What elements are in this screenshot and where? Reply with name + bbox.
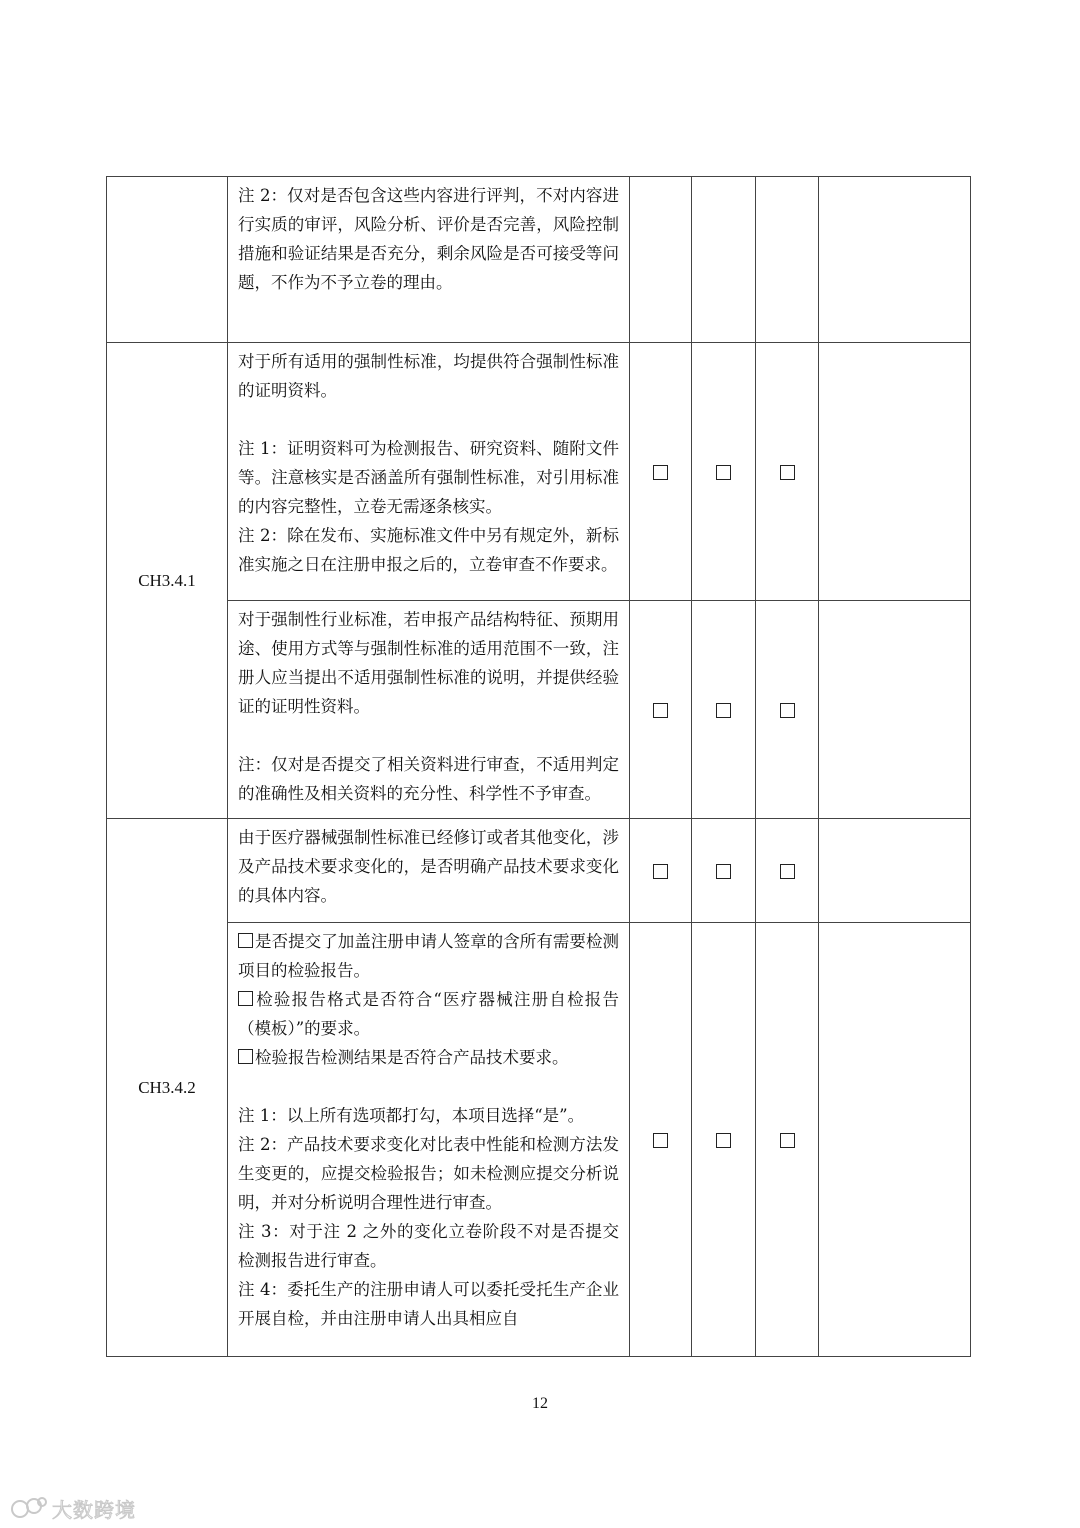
yes-checkbox[interactable]: [653, 465, 668, 480]
item-description: [228, 343, 630, 601]
table-row: [107, 177, 971, 343]
remarks-cell: [819, 601, 971, 819]
sub-check-item: 检验报告检测结果是否符合产品技术要求。: [238, 1043, 619, 1072]
sub-checkbox[interactable]: [238, 1049, 253, 1064]
na-cell: [756, 819, 819, 923]
table-row: [107, 343, 971, 601]
item-code-ch3-4-2: CH3.4.2: [107, 819, 228, 1357]
note-text: 注 2：产品技术要求变化对比表中性能和检测方法发生变更的，应提交检验报告；如未检测应提交分析说明，并对分析说明合理性进行审查。: [238, 1135, 619, 1212]
no-cell: [692, 601, 756, 819]
table-row: [107, 601, 971, 819]
na-cell: [756, 343, 819, 601]
yes-checkbox[interactable]: [653, 1133, 668, 1148]
item-description: [228, 923, 630, 1357]
requirement-text: 由于医疗器械强制性标准已经修订或者其他变化，涉及产品技术要求变化的，是否明确产品技术要求变化的具体内容。: [238, 828, 619, 905]
note-text: 注 2：除在发布、实施标准文件中另有规定外，新标准实施之日在注册申报之后的，立卷审查不作要求。: [238, 526, 619, 574]
no-cell: [692, 819, 756, 923]
na-checkbox[interactable]: [780, 703, 795, 718]
no-cell: [692, 177, 756, 343]
item-code-ch3-4-1: CH3.4.1: [107, 343, 228, 819]
yes-cell: [630, 819, 692, 923]
watermark-text: 大数跨境: [52, 1497, 136, 1522]
na-checkbox[interactable]: [780, 864, 795, 879]
requirement-text: 对于强制性行业标准，若申报产品结构特征、预期用途、使用方式等与强制性标准的适用范围不一致，注册人应当提出不适用强制性标准的说明，并提供经验证的证明性资料。: [238, 610, 619, 716]
item-description: [228, 601, 630, 819]
note-text: 注 2：仅对是否包含这些内容进行评判，不对内容进行实质的审评，风险分析、评价是否完善，风险控制措施和验证结果是否充分，剩余风险是否可接受等问题，不作为不予立卷的理由。: [238, 186, 619, 292]
remarks-cell: [819, 177, 971, 343]
no-cell: [692, 923, 756, 1357]
yes-cell: [630, 601, 692, 819]
remarks-cell: [819, 923, 971, 1357]
page-number: 12: [532, 1395, 548, 1412]
item-description: [228, 177, 630, 343]
logo-icon: [10, 1494, 48, 1522]
item-code-cell: [107, 177, 228, 343]
yes-checkbox[interactable]: [653, 864, 668, 879]
note-text: 注 1：以上所有选项都打勾，本项目选择“是”。: [238, 1106, 585, 1125]
item-description: [228, 819, 630, 923]
requirement-text: 对于所有适用的强制性标准，均提供符合强制性标准的证明资料。: [238, 352, 619, 400]
no-checkbox[interactable]: [716, 1133, 731, 1148]
sub-checkbox[interactable]: [238, 933, 253, 948]
na-checkbox[interactable]: [780, 465, 795, 480]
yes-cell: [630, 343, 692, 601]
watermark: [10, 1492, 136, 1524]
na-cell: [756, 601, 819, 819]
na-checkbox[interactable]: [780, 1133, 795, 1148]
remarks-cell: [819, 819, 971, 923]
no-checkbox[interactable]: [716, 864, 731, 879]
note-text: 注 1：证明资料可为检测报告、研究资料、随附文件等。注意核实是否涵盖所有强制性标准，对引用标准的内容完整性，立卷无需逐条核实。: [238, 439, 619, 516]
table-row: [107, 819, 971, 923]
na-cell: [756, 923, 819, 1357]
sub-check-item: 检验报告格式是否符合“医疗器械注册自检报告（模板）”的要求。: [238, 990, 619, 1038]
sub-check-item: 是否提交了加盖注册申请人签章的含所有需要检测项目的检验报告。: [238, 932, 619, 980]
note-text: 注 4：委托生产的注册申请人可以委托受托生产企业开展自检，并由注册申请人出具相应自: [238, 1280, 619, 1328]
table-row: [107, 923, 971, 1357]
note-text: 注 3：对于注 2 之外的变化立卷阶段不对是否提交检测报告进行审查。: [238, 1222, 619, 1270]
yes-cell: [630, 177, 692, 343]
yes-cell: [630, 923, 692, 1357]
no-checkbox[interactable]: [716, 703, 731, 718]
note-text: 注：仅对是否提交了相关资料进行审查，不适用判定的准确性及相关资料的充分性、科学性不予审查。: [238, 755, 619, 803]
review-checklist-table: [106, 176, 971, 1357]
sub-checkbox[interactable]: [238, 991, 253, 1006]
no-cell: [692, 343, 756, 601]
yes-checkbox[interactable]: [653, 703, 668, 718]
remarks-cell: [819, 343, 971, 601]
na-cell: [756, 177, 819, 343]
no-checkbox[interactable]: [716, 465, 731, 480]
